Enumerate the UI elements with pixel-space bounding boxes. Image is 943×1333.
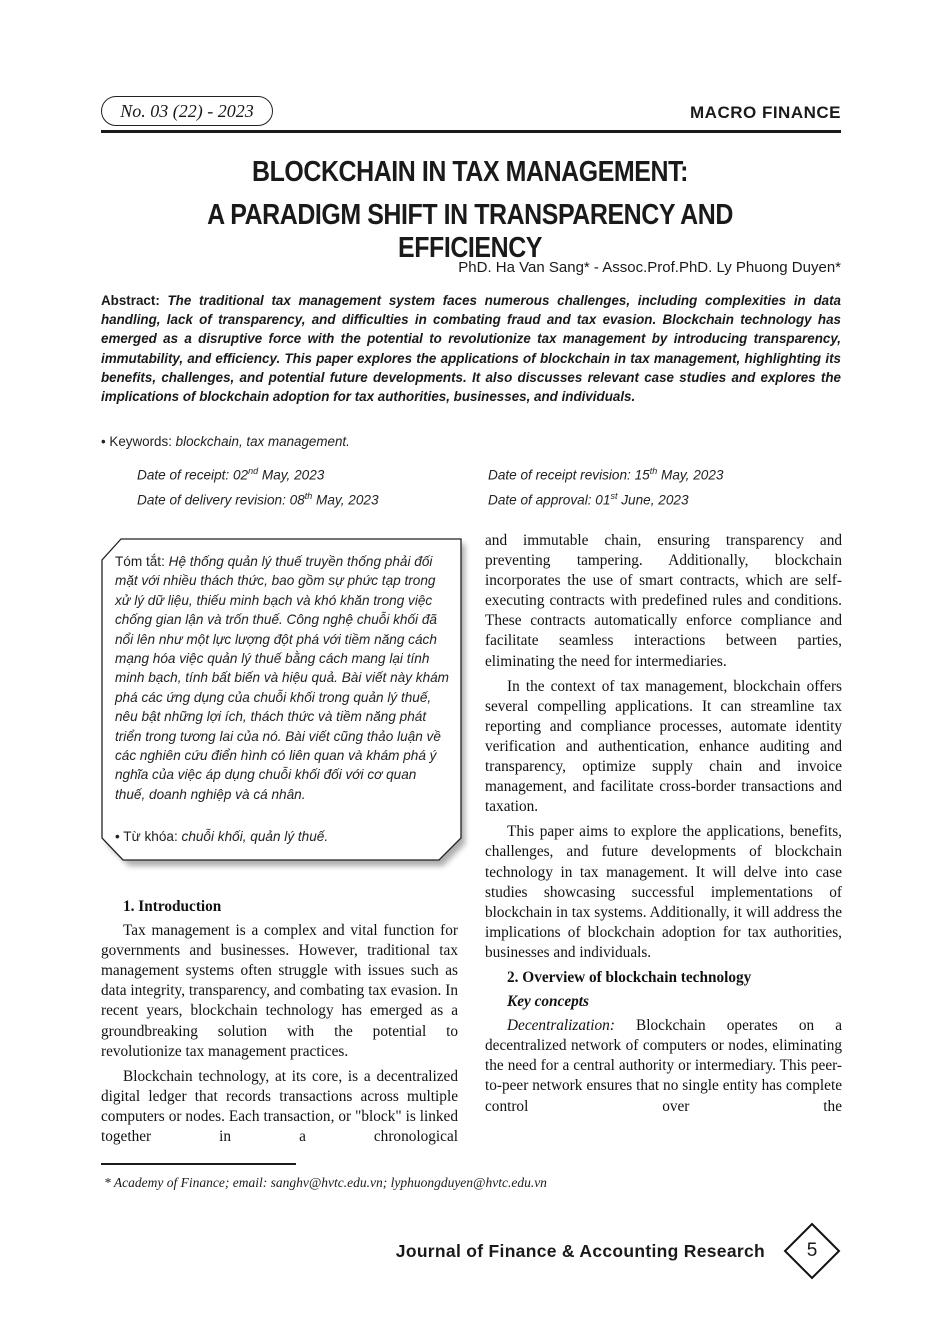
date-delivery-revision: [137, 491, 379, 508]
date-text: Date of receipt: 02: [137, 467, 249, 483]
keywords-value: blockchain, tax management.: [175, 434, 350, 449]
paragraph: Tax management is a complex and vital function for governments and businesses. However, traditional tax management systems often struggle with issues such as data integrity, transparency, and combating tax evasion. In recent years, blockchain technology has emerged as a groundbreaking solution with the potential to revolutionize tax management practices.: [101, 922, 458, 1060]
footnote: * Academy of Finance; email: sanghv@hvtc.edu.vn; lyphuongduyen@hvtc.edu.vn: [104, 1175, 547, 1190]
date-receipt-revision: [488, 466, 723, 483]
date-ordinal: th: [304, 491, 313, 501]
summary-label: Tóm tắt:: [115, 554, 165, 569]
paragraph: In the context of tax management, blockchain offers several compelling applications. It can streamline tax reporting and compliance processes, automate identity verification and authentication, enhance auditing and transparency, optimize supply chain and invoice management, and facilitate cross-border transactions and taxation.: [485, 677, 842, 816]
page-number: 5: [806, 1240, 818, 1261]
date-text: May, 2023: [657, 467, 724, 483]
summary-keywords-value: chuỗi khối, quản lý thuế.: [181, 829, 329, 844]
section-label: MACRO FINANCE: [690, 103, 841, 122]
vietnamese-summary-box: [101, 538, 462, 860]
article-title-line1: BLOCKCHAIN IN TAX MANAGEMENT:: [252, 156, 688, 188]
abstract-label: Abstract:: [101, 293, 160, 308]
term-definition: Blockchain operates on a decentralized network of computers or nodes, eliminating the need for a central authority or intermediary. This peer-to-peer network ensures that no single entity has complete control over the: [485, 1017, 842, 1115]
keywords-label: • Keywords:: [101, 434, 172, 449]
date-ordinal: nd: [248, 466, 259, 476]
subheading-key-concepts: Key concepts: [507, 993, 589, 1011]
page-number-badge: [783, 1222, 841, 1280]
paragraph: Blockchain technology, at its core, is a decentralized digital ledger that records transactions across multiple computers or nodes. Each transaction, or "block" is linked together in a chronological: [101, 1067, 458, 1146]
article-authors: PhD. Ha Van Sang* - Assoc.Prof.PhD. Ly Phuong Duyen*: [458, 259, 841, 276]
section-heading-introduction: 1. Introduction: [123, 898, 222, 915]
paragraph: and immutable chain, ensuring transparency and preventing tampering. Additionally, blockchain incorporates the use of smart contracts, which are self-executing contracts with predefined rules and conditions. These contracts automatically enforce compliance and facilitate seamless interactions between parties, eliminating the need for intermediaries.: [485, 532, 842, 670]
footnote-divider: [101, 1163, 296, 1165]
abstract: [101, 291, 841, 406]
date-text: Date of receipt revision: 15: [488, 467, 650, 483]
date-ordinal: st: [610, 491, 618, 501]
article-title-line2: A PARADIGM SHIFT IN TRANSPARENCY AND EFFICIENCY: [207, 199, 733, 264]
body-column-right: [485, 531, 842, 1122]
issue-badge: No. 03 (22) - 2023: [101, 96, 273, 126]
date-approval: [488, 491, 689, 508]
term-decentralization: Decentralization:: [507, 1017, 615, 1035]
body-column-left: [101, 897, 458, 1152]
abstract-text: The traditional tax management system faces numerous challenges, including complexities in data handling, lack of transparency, and difficulties in combating fraud and tax evasion. Blockchain technology has emerged as a disruptive force with the potential to revolutionize tax management by introducing transparency, immutability, and efficiency. This paper explores the applications of blockchain in tax management, highlighting its benefits, challenges, and potential future developments. It also discusses relevant case studies and explores the implications of blockchain adoption for tax authorities, businesses, and individuals.: [101, 293, 841, 405]
paragraph: This paper aims to explore the applications, benefits, challenges, and future developments of blockchain technology in tax management. It will delve into case studies showcasing successful implementations of blockchain in tax systems. Additionally, it will address the implications of blockchain adoption for tax authorities, businesses and individuals.: [485, 823, 842, 961]
header-divider: [101, 130, 841, 133]
date-ordinal: th: [649, 466, 658, 476]
journal-name: Journal of Finance & Accounting Research: [395, 1241, 765, 1261]
date-text: Date of delivery revision: 08: [137, 492, 305, 508]
date-receipt: [137, 466, 324, 483]
date-text: May, 2023: [258, 467, 325, 483]
date-text: May, 2023: [312, 492, 379, 508]
summary-text: [115, 552, 450, 804]
date-text: June, 2023: [617, 492, 689, 508]
summary-keywords-label: • Từ khóa:: [115, 829, 178, 844]
summary-keywords: [115, 829, 328, 844]
paragraph: [485, 1016, 842, 1116]
keywords: [101, 434, 350, 449]
summary-body: Hệ thống quản lý thuế truyền thống phải đối mặt với nhiều thách thức, bao gồm sự phức tạp trong xử lý dữ liệu, thiếu minh bạch và khó khăn trong việc chống gian lận và trốn thuế. Công nghệ chuỗi khối đã nổi lên như một lực lượng đột phá với tiềm năng cách mạng hóa việc quản lý thuế bằng cách mang lại tính minh bạch, tính bất biến và hiệu quả. Bài viết này khám phá các ứng dụng của chuỗi khối trong quản lý thuế, nêu bật những lợi ích, thách thức và tiềm năng phát triển trong tương lai của nó. Bài viết cũng thảo luận về các nghiên cứu điển hình có liên quan và khám phá ý nghĩa của việc áp dụng chuỗi khối đối với cơ quan thuế, doanh nghiệp và cá nhân.: [115, 554, 450, 802]
date-text: Date of approval: 01: [488, 492, 611, 508]
section-heading-overview: 2. Overview of blockchain technology: [507, 968, 752, 986]
